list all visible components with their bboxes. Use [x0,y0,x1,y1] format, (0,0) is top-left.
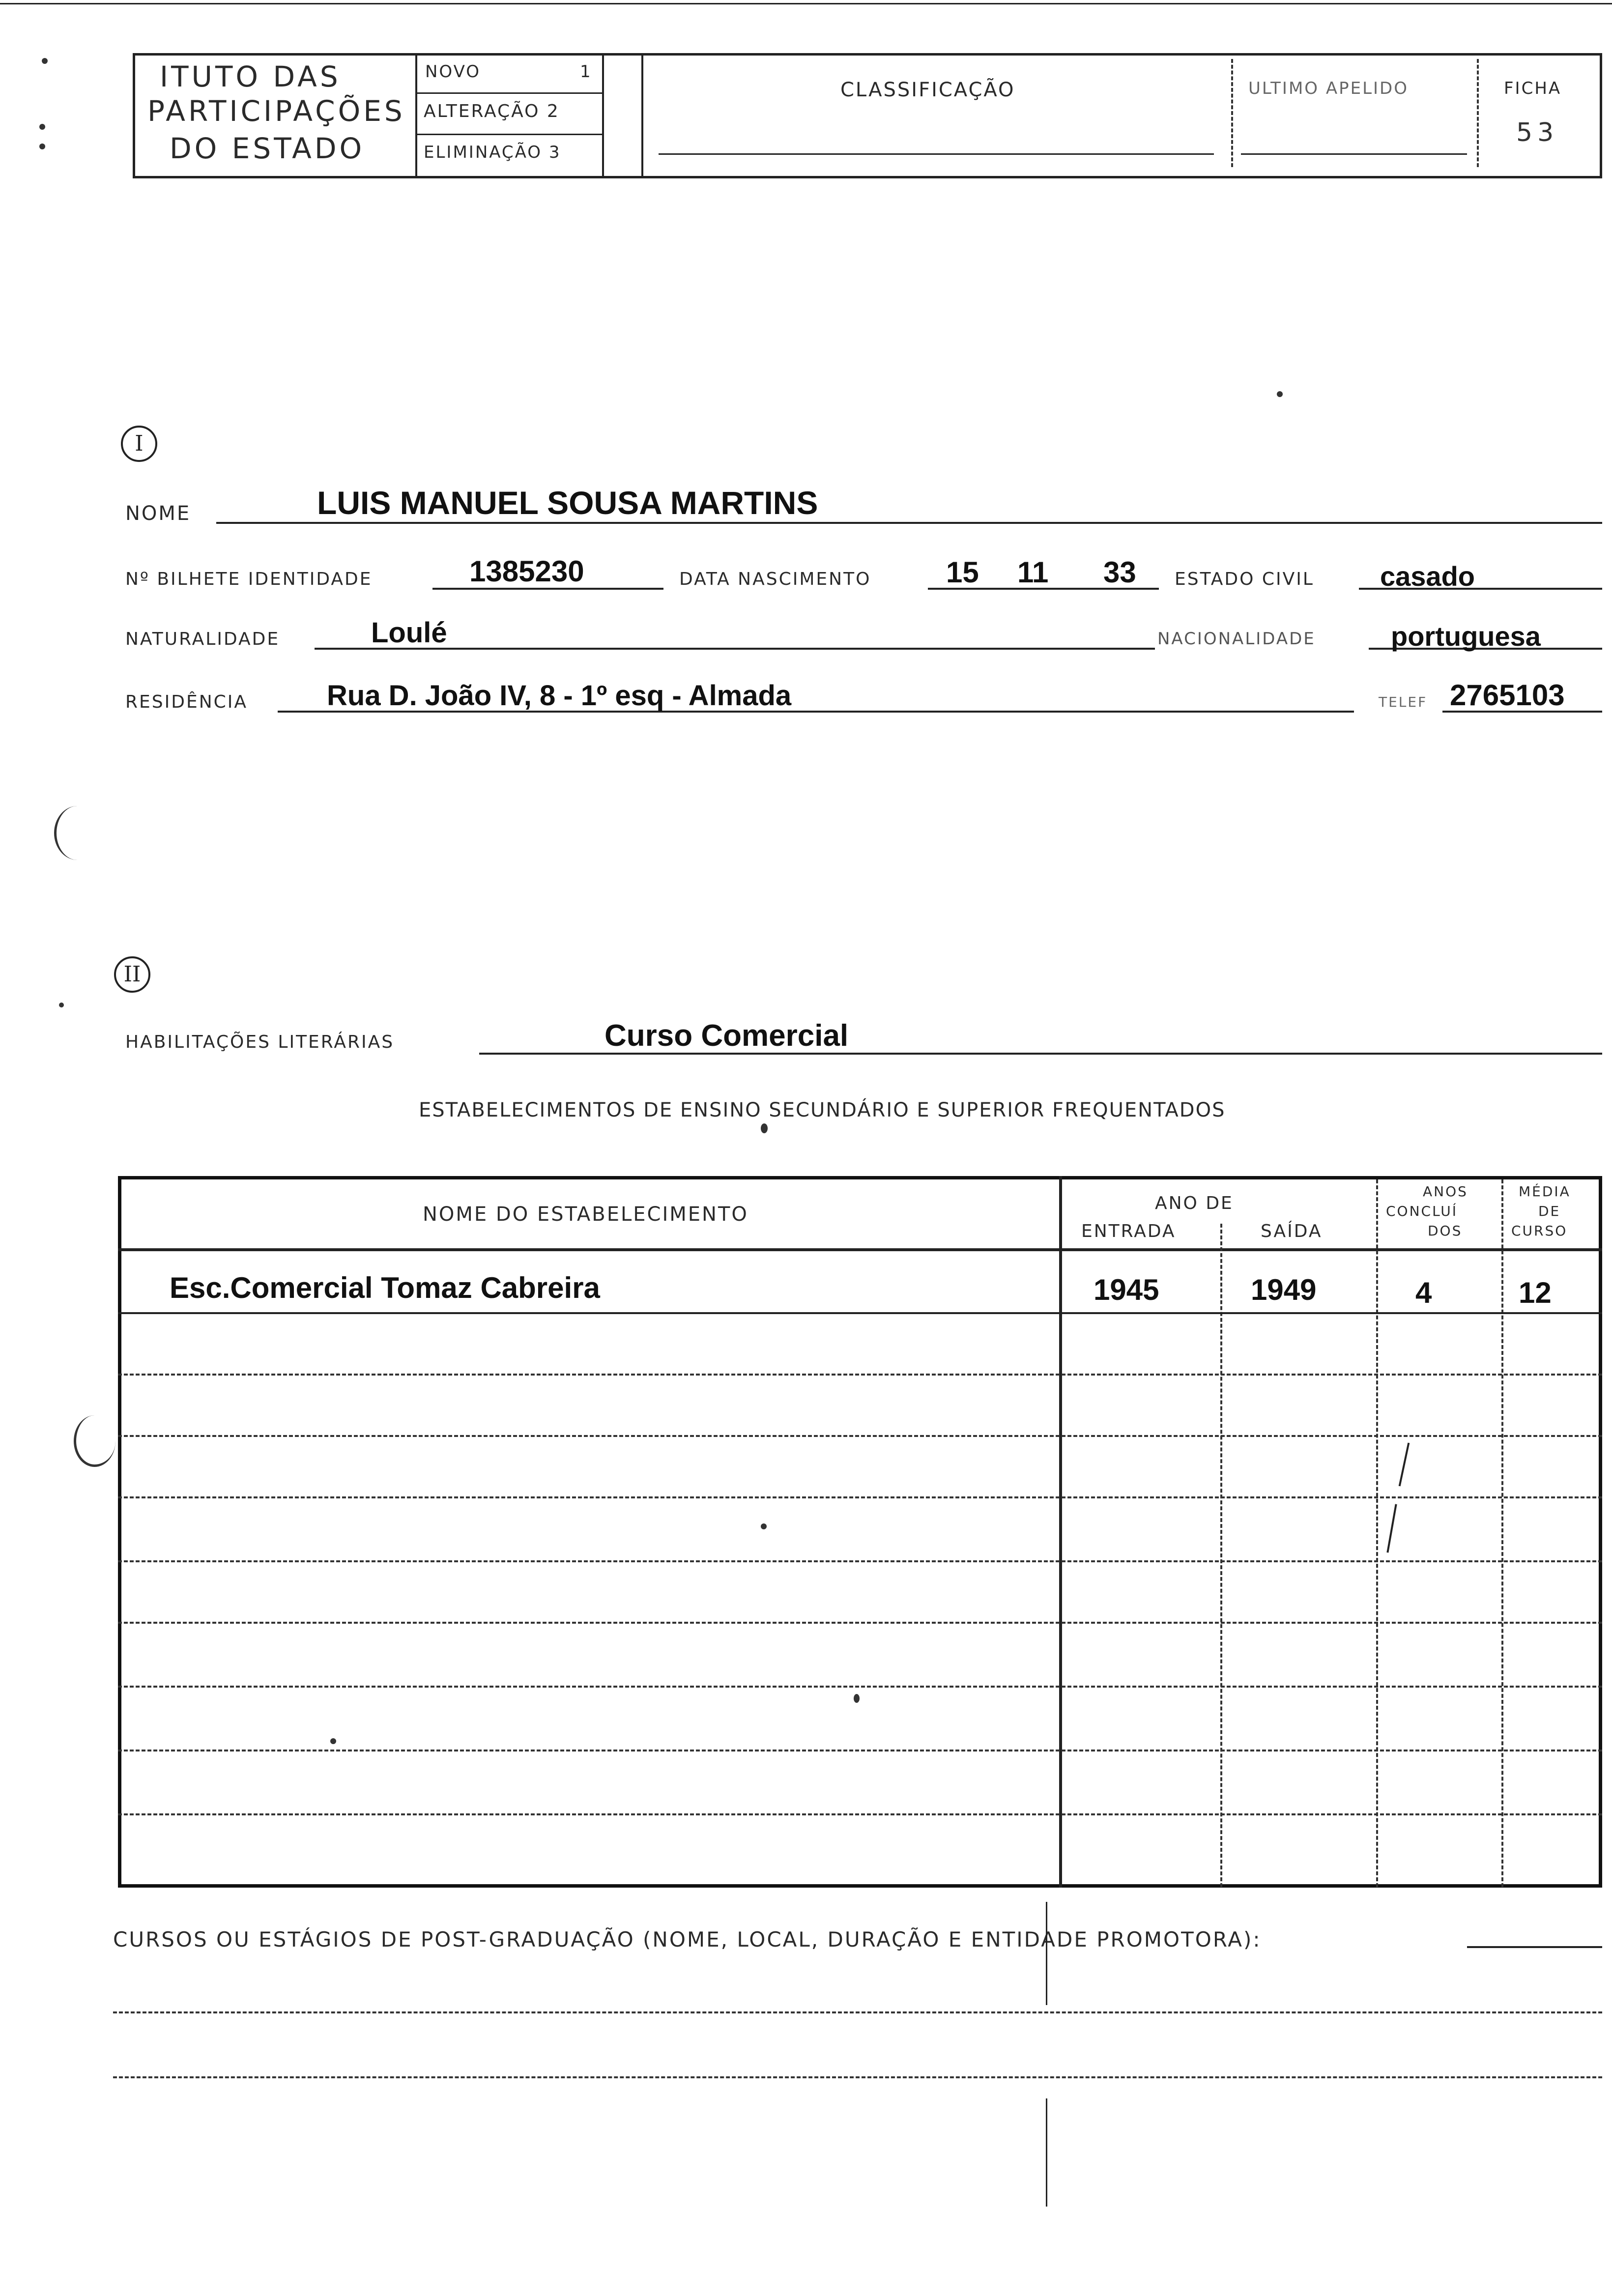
table-col-divider-2 [1220,1224,1222,1887]
scan-speck [39,124,45,130]
col-header-ano-de: ANO DE [1155,1193,1234,1213]
estado-civil-label: ESTADO CIVIL [1175,569,1314,589]
post-grad-line-1 [1467,1946,1602,1948]
table-row-entrada: 1945 [1094,1273,1159,1306]
ultimo-apelido-label: ULTIMO APELIDO [1248,79,1409,98]
naturalidade-value: Loulé [371,617,447,649]
col-header-anos-2: CONCLUÍ [1386,1203,1458,1219]
org-name-line1: ITUTO DAS [160,60,341,93]
post-grad-label: CURSOS OU ESTÁGIOS DE POST-GRADUAÇÃO (NOME, LOCAL, DURAÇÃO E ENTIDADE PROMOTORA): [113,1927,1262,1952]
naturalidade-label: NATURALIDADE [125,629,280,649]
scan-speck [39,144,45,149]
scan-speck [42,58,48,64]
table-row-rule [118,1686,1602,1688]
code-novo-num: 1 [580,62,592,82]
header-divider-3 [641,53,643,178]
header-code-rule-1 [415,92,602,94]
nome-line [216,522,1602,524]
section-1-marker: I [121,426,157,462]
telef-value: 2765103 [1450,679,1565,712]
post-grad-line-2 [113,2011,1602,2013]
scan-speck [761,1523,767,1529]
scan-speck [330,1738,336,1744]
table-row-rule [118,1312,1602,1314]
pen-mark [1046,1902,1047,2005]
pen-mark [1046,2098,1047,2207]
habilitacoes-label: HABILITAÇÕES LITERÁRIAS [125,1032,395,1052]
table-row-rule [118,1496,1602,1498]
table-row-rule [118,1435,1602,1437]
header-divider-5 [1477,59,1479,167]
scan-speck [854,1694,860,1703]
table-row-rule [118,1560,1602,1562]
ultimo-apelido-line [1241,153,1467,155]
nascimento-label: DATA NASCIMENTO [679,569,871,589]
table-title: ESTABELECIMENTOS DE ENSINO SECUNDÁRIO E SUPERIOR FREQUENTADOS [419,1099,1226,1121]
org-name-line3: DO ESTADO [170,132,365,165]
section-2-marker: II [114,956,150,993]
code-novo: NOVO [425,62,481,82]
col-header-media-2: DE [1538,1203,1561,1219]
col-header-saida: SAÍDA [1261,1221,1323,1241]
residencia-value: Rua D. João IV, 8 - 1º esq - Almada [327,680,792,712]
table-header-rule [118,1248,1602,1251]
scan-speck [761,1123,768,1133]
header-divider-1 [415,53,417,178]
ficha-number: 53 [1516,118,1559,147]
header-divider-4 [1231,59,1233,167]
scan-speck [59,1003,64,1007]
col-header-nome: NOME DO ESTABELECIMENTO [423,1203,748,1226]
habilitacoes-value: Curso Comercial [604,1019,849,1053]
ficha-label: FICHA [1504,79,1562,98]
col-header-anos-3: DOS [1428,1223,1463,1239]
table-row-nome: Esc.Comercial Tomaz Cabreira [170,1271,600,1304]
bilhete-value: 1385230 [469,555,584,588]
table-row-rule [118,1813,1602,1815]
classificacao-line [659,153,1214,155]
col-header-media-3: CURSO [1511,1223,1568,1239]
nacionalidade-label: NACIONALIDADE [1157,629,1316,649]
residencia-label: RESIDÊNCIA [125,692,248,712]
code-eliminacao: ELIMINAÇÃO 3 [424,143,561,162]
table-row-anos: 4 [1415,1276,1432,1309]
col-header-entrada: ENTRADA [1081,1221,1176,1241]
post-grad-line-3 [113,2076,1602,2078]
table-col-divider-1 [1059,1176,1062,1888]
header-code-rule-2 [415,134,602,135]
nacionalidade-value: portuguesa [1391,621,1541,652]
table-row-saida: 1949 [1251,1273,1317,1306]
telef-label: TELEF [1379,694,1428,710]
punch-hole-arc-1 [54,806,101,860]
table-row-media: 12 [1519,1276,1552,1309]
nascimento-month: 11 [1017,556,1049,589]
nascimento-year: 33 [1103,556,1136,589]
table-col-divider-4 [1501,1179,1503,1887]
col-header-media-1: MÉDIA [1519,1183,1571,1200]
nome-value: LUIS MANUEL SOUSA MARTINS [317,485,818,521]
nascimento-day: 15 [946,556,979,589]
estado-civil-value: casado [1380,561,1475,592]
nome-label: NOME [125,502,191,525]
scan-speck [1277,391,1283,397]
page-top-rule [0,3,1612,4]
table-col-divider-3 [1376,1179,1378,1887]
table-row-rule [118,1622,1602,1624]
table-row-rule [118,1374,1602,1376]
org-name-line2: PARTICIPAÇÕES [147,94,405,128]
header-divider-2 [602,53,604,178]
bilhete-label: Nº BILHETE IDENTIDADE [125,569,373,589]
table-row-rule [118,1750,1602,1751]
col-header-anos-1: ANOS [1423,1183,1468,1200]
classificacao-label: CLASSIFICAÇÃO [840,79,1015,101]
punch-hole-arc-2 [74,1415,115,1467]
code-alteracao: ALTERAÇÃO 2 [424,101,560,121]
